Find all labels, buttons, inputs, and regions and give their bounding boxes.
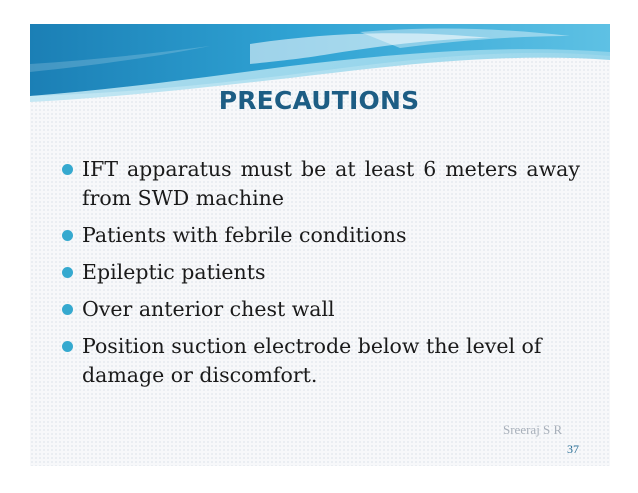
bullet-item bbox=[62, 221, 580, 250]
bullet-list bbox=[62, 155, 580, 398]
bullet-text: Epileptic patients bbox=[82, 260, 266, 284]
bullet-text: Patients with febrile conditions bbox=[82, 223, 407, 247]
bullet-dot-icon bbox=[62, 164, 73, 175]
bullet-dot-icon bbox=[62, 341, 73, 352]
bullet-text: Position suction electrode below the level of damage or discomfort. bbox=[82, 334, 542, 387]
bullet-text: Over anterior chest wall bbox=[82, 297, 335, 321]
bullet-dot-icon bbox=[62, 230, 73, 241]
bullet-dot-icon bbox=[62, 304, 73, 315]
bullet-dot-icon bbox=[62, 267, 73, 278]
author-footer: Sreeraj S R bbox=[503, 422, 563, 437]
slide-title: PRECAUTIONS bbox=[218, 86, 420, 115]
bullet-text: IFT apparatus must be at least 6 meters away from SWD machine bbox=[82, 157, 580, 210]
bullet-item bbox=[62, 332, 580, 390]
bullet-item bbox=[62, 155, 580, 213]
bullet-item bbox=[62, 258, 580, 287]
bullet-item bbox=[62, 295, 580, 324]
page-number: 37 bbox=[567, 442, 579, 456]
